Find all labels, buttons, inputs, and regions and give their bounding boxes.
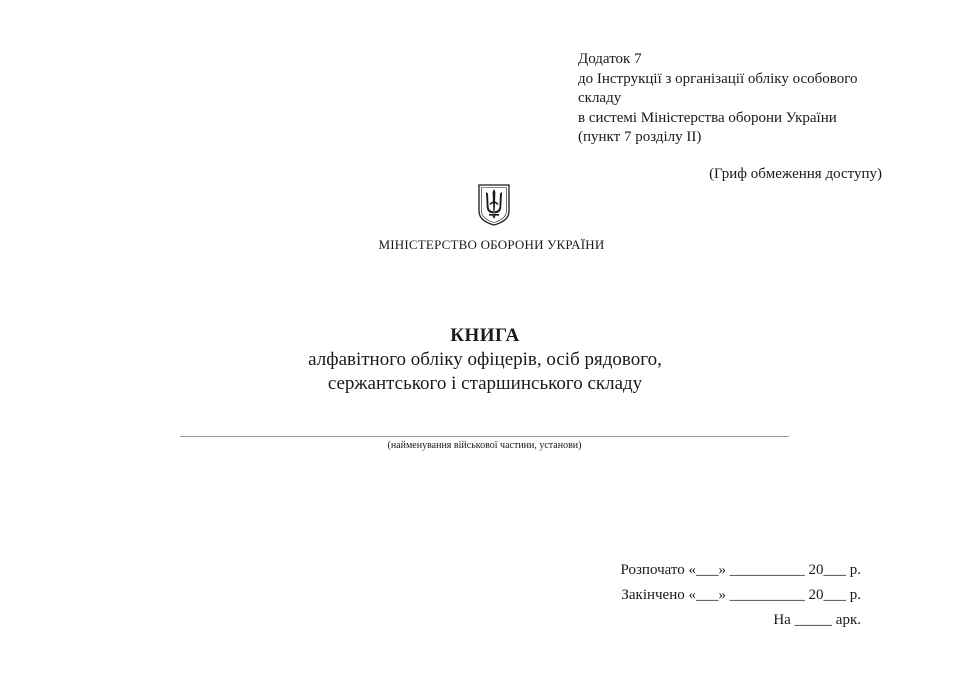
sheet-count-line: На _____ арк.	[773, 612, 861, 628]
annex-line: в системі Міністерства оборони України	[578, 109, 837, 126]
book-title: КНИГА	[450, 325, 520, 346]
book-subtitle-line: алфавітного обліку офіцерів, осіб рядового,	[308, 349, 662, 370]
finished-date-line: Закінчено «___» __________ 20___ р.	[621, 587, 861, 603]
book-subtitle-line: сержантського і старшинського складу	[327, 373, 643, 394]
annex-line: (пункт 7 розділу ІІ)	[578, 129, 702, 145]
access-restriction-label: (Гриф обмеження доступу)	[709, 166, 882, 182]
trident-coat-of-arms-icon	[477, 183, 511, 227]
started-date-line: Розпочато «___» __________ 20___ р.	[620, 562, 861, 578]
record-dates	[621, 558, 861, 633]
annex-line: складу	[578, 90, 622, 106]
unit-name-caption: (найменування військової частини, установи)	[387, 440, 582, 451]
unit-name-line	[180, 436, 789, 437]
annex-reference	[578, 50, 898, 148]
book-title-block	[0, 324, 970, 396]
ministry-name: МІНІСТЕРСТВО ОБОРОНИ УКРАЇНИ	[378, 237, 605, 252]
annex-line: Додаток 7	[578, 51, 642, 67]
annex-line: до Інструкції з організації обліку особового	[578, 70, 858, 87]
